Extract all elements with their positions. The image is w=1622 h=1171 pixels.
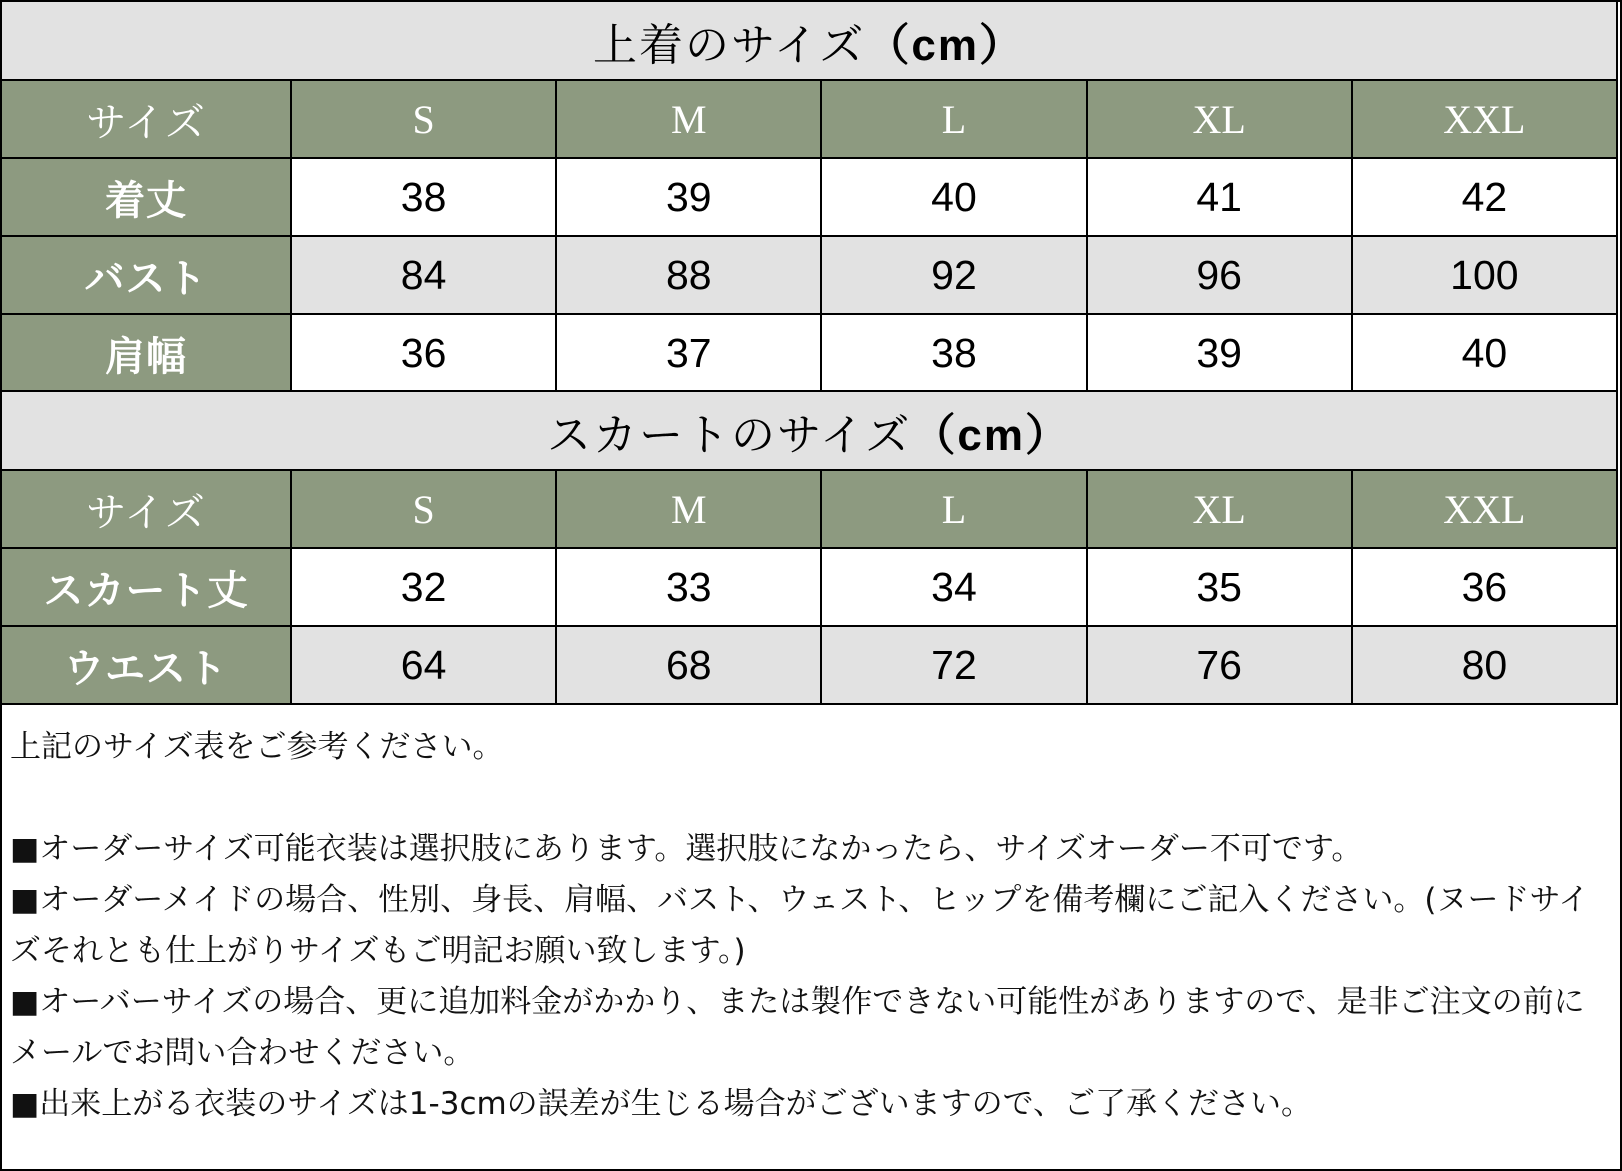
size-header-m: M (556, 470, 821, 548)
table-cell: 41 (1087, 158, 1352, 236)
row-label-bust: バスト (1, 236, 291, 314)
table-cell: 39 (1087, 314, 1352, 392)
notes-spacer (10, 773, 1610, 824)
size-header-xl: XL (1087, 80, 1352, 158)
table-cell: 33 (556, 548, 821, 626)
size-header-s: S (291, 80, 556, 158)
size-header-xxl: XXL (1352, 80, 1617, 158)
row-label-skirt-length: スカート丈 (1, 548, 291, 626)
table-cell: 40 (1352, 314, 1617, 392)
table-cell: 42 (1352, 158, 1617, 236)
table-cell: 64 (291, 626, 556, 704)
table-row (1, 314, 1617, 392)
table-cell: 92 (821, 236, 1086, 314)
table-cell: 36 (291, 314, 556, 392)
table-cell: 96 (1087, 236, 1352, 314)
table-row (1, 158, 1617, 236)
table-cell: 35 (1087, 548, 1352, 626)
table-cell: 32 (291, 548, 556, 626)
table-cell: 37 (556, 314, 821, 392)
top-table-title: 上着のサイズ（cm） (1, 1, 1617, 80)
skirt-table-header-row (1, 470, 1617, 548)
table-cell: 34 (821, 548, 1086, 626)
note-item: ■オーバーサイズの場合、更に追加料金がかかり、または製作できない可能性がありますので、是非ご注文の前にメールでお問い合わせください。 (10, 984, 1585, 1071)
size-header-xxl: XXL (1352, 470, 1617, 548)
size-header-s: S (291, 470, 556, 548)
size-header-l: L (821, 80, 1086, 158)
size-notes (10, 722, 1610, 1130)
top-table-title-row (1, 1, 1617, 80)
top-table-header-row (1, 80, 1617, 158)
table-cell: 100 (1352, 236, 1617, 314)
table-cell: 40 (821, 158, 1086, 236)
size-header-m: M (556, 80, 821, 158)
table-row (1, 236, 1617, 314)
table-cell: 76 (1087, 626, 1352, 704)
note-item: ■出来上がる衣装のサイズは1-3cmの誤差が生じる場合がございますので、ご了承ください。 (10, 1086, 1313, 1122)
top-size-table (0, 0, 1618, 393)
size-header-label: サイズ (1, 80, 291, 158)
size-header-xl: XL (1087, 470, 1352, 548)
note-item: ■オーダーサイズ可能衣装は選択肢にあります。選択肢になかったら、サイズオーダー不可です。 (10, 831, 1363, 867)
table-cell: 72 (821, 626, 1086, 704)
row-label-shoulder: 肩幅 (1, 314, 291, 392)
table-row (1, 548, 1617, 626)
skirt-table-title-row (1, 391, 1617, 470)
row-label-waist: ウエスト (1, 626, 291, 704)
table-cell: 36 (1352, 548, 1617, 626)
skirt-size-table (0, 390, 1618, 705)
table-cell: 39 (556, 158, 821, 236)
table-cell: 68 (556, 626, 821, 704)
table-cell: 84 (291, 236, 556, 314)
note-item: ■オーダーメイドの場合、性別、身長、肩幅、バスト、ウェスト、ヒップを備考欄にご記入ください。(ヌードサイズそれとも仕上がりサイズもご明記お願い致します。) (10, 882, 1590, 969)
notes-intro: 上記のサイズ表をご参考ください。 (10, 729, 504, 765)
skirt-table-title: スカートのサイズ（cm） (1, 391, 1617, 470)
table-row (1, 626, 1617, 704)
size-header-label: サイズ (1, 470, 291, 548)
row-label-length: 着丈 (1, 158, 291, 236)
table-cell: 38 (821, 314, 1086, 392)
table-cell: 80 (1352, 626, 1617, 704)
table-cell: 38 (291, 158, 556, 236)
size-header-l: L (821, 470, 1086, 548)
table-cell: 88 (556, 236, 821, 314)
